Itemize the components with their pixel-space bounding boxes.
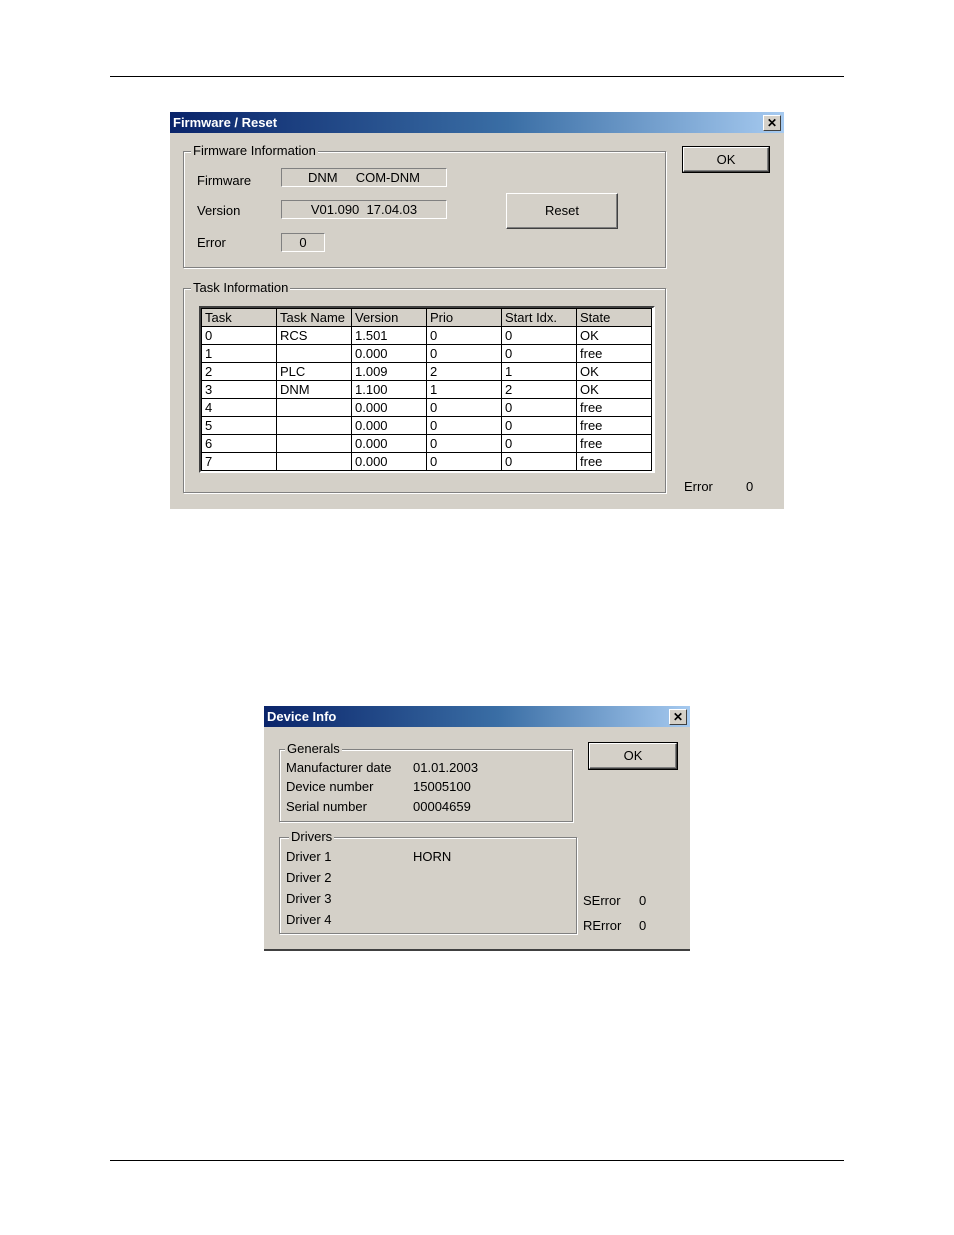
table-cell: 0 xyxy=(427,435,502,453)
dialog-title: Device Info xyxy=(264,706,690,727)
device-info-dialog xyxy=(264,706,690,951)
table-cell: 0 xyxy=(502,435,577,453)
table-row[interactable] xyxy=(202,417,652,435)
generals-group xyxy=(279,741,573,822)
device-number-value: 15005100 xyxy=(413,779,471,794)
status-error-value: 0 xyxy=(746,479,754,494)
table-row[interactable] xyxy=(202,327,652,345)
driver-4-label: Driver 4 xyxy=(286,912,332,927)
footer-rule xyxy=(110,1160,844,1161)
table-cell: 0.000 xyxy=(352,345,427,363)
serror-value: 0 xyxy=(639,893,647,908)
driver-1-value: HORN xyxy=(413,849,452,864)
table-cell: 3 xyxy=(202,381,277,399)
table-cell: free xyxy=(577,399,652,417)
serror-label: SError xyxy=(583,893,621,908)
driver-2-label: Driver 2 xyxy=(286,870,332,885)
manufacturer-date-value: 01.01.2003 xyxy=(413,760,479,775)
device-number-label: Device number xyxy=(286,779,374,794)
header-rule xyxy=(110,76,844,77)
table-cell: free xyxy=(577,417,652,435)
column-header[interactable]: Task Name xyxy=(277,309,352,327)
table-cell: 0 xyxy=(502,399,577,417)
table-cell: 2 xyxy=(202,363,277,381)
table-cell: OK xyxy=(577,327,652,345)
task-information-group xyxy=(183,280,666,493)
table-cell xyxy=(277,435,352,453)
drivers-group xyxy=(279,829,577,934)
table-cell: OK xyxy=(577,381,652,399)
table-row[interactable] xyxy=(202,381,652,399)
close-icon[interactable]: ✕ xyxy=(763,115,781,131)
error-label: Error xyxy=(197,235,226,250)
rerror-value: 0 xyxy=(639,918,647,933)
firmware-reset-dialog xyxy=(170,112,784,509)
table-cell: 0.000 xyxy=(352,435,427,453)
table-row[interactable] xyxy=(202,345,652,363)
reset-button[interactable]: Reset xyxy=(506,193,618,229)
table-cell: 1.501 xyxy=(352,327,427,345)
rerror-label: RError xyxy=(583,918,622,933)
table-cell: 2 xyxy=(427,363,502,381)
group-legend: Task Information xyxy=(193,280,289,295)
column-header[interactable]: Prio xyxy=(427,309,502,327)
table-row[interactable] xyxy=(202,399,652,417)
status-error-label: Error xyxy=(684,479,713,494)
column-header[interactable]: Version xyxy=(352,309,427,327)
table-cell: 0 xyxy=(202,327,277,345)
table-cell: 5 xyxy=(202,417,277,435)
table-cell: 1 xyxy=(502,363,577,381)
dialog-title: Firmware / Reset xyxy=(170,112,784,133)
version-label: Version xyxy=(197,203,241,218)
driver-3-label: Driver 3 xyxy=(286,891,332,906)
driver-1-label: Driver 1 xyxy=(286,849,332,864)
table-cell: 1.100 xyxy=(352,381,427,399)
table-cell xyxy=(277,417,352,435)
table-cell: 0 xyxy=(427,327,502,345)
table-cell: 0.000 xyxy=(352,453,427,471)
column-header[interactable]: State xyxy=(577,309,652,327)
table-cell: 0 xyxy=(502,417,577,435)
table-cell: DNM xyxy=(277,381,352,399)
task-table xyxy=(199,306,655,473)
version-field: V01.090 17.04.03 xyxy=(281,200,447,219)
table-cell: 0 xyxy=(502,345,577,363)
table-cell: 1.009 xyxy=(352,363,427,381)
ok-button[interactable]: OK xyxy=(683,147,769,172)
table-cell: 0.000 xyxy=(352,399,427,417)
group-legend: Firmware Information xyxy=(193,143,316,158)
ok-button[interactable]: OK xyxy=(589,743,677,769)
table-cell: 7 xyxy=(202,453,277,471)
table-cell: OK xyxy=(577,363,652,381)
table-row[interactable] xyxy=(202,363,652,381)
serial-number-value: 00004659 xyxy=(413,799,471,814)
table-row[interactable] xyxy=(202,435,652,453)
table-cell: 0 xyxy=(427,417,502,435)
group-legend: Generals xyxy=(287,741,340,756)
table-cell: free xyxy=(577,435,652,453)
table-cell: 6 xyxy=(202,435,277,453)
serial-number-label: Serial number xyxy=(286,799,367,814)
table-cell xyxy=(277,345,352,363)
table-cell: 1 xyxy=(427,381,502,399)
table-cell xyxy=(277,453,352,471)
column-header[interactable]: Start Idx. xyxy=(502,309,577,327)
firmware-field: DNM COM-DNM xyxy=(281,168,447,187)
table-cell: PLC xyxy=(277,363,352,381)
table-cell: 0.000 xyxy=(352,417,427,435)
table-cell: 0 xyxy=(427,399,502,417)
table-cell: 0 xyxy=(427,453,502,471)
table-row[interactable] xyxy=(202,453,652,471)
table-cell: RCS xyxy=(277,327,352,345)
manufacturer-date-label: Manufacturer date xyxy=(286,760,392,775)
table-cell: 0 xyxy=(502,327,577,345)
table-cell xyxy=(277,399,352,417)
table-cell: 4 xyxy=(202,399,277,417)
firmware-information-group xyxy=(183,143,666,268)
table-cell: 1 xyxy=(202,345,277,363)
table-cell: 0 xyxy=(502,453,577,471)
task-grid xyxy=(201,308,652,471)
table-header-row xyxy=(202,309,652,327)
group-legend: Drivers xyxy=(291,829,333,844)
table-cell: free xyxy=(577,453,652,471)
table-cell: 2 xyxy=(502,381,577,399)
table-cell: 0 xyxy=(427,345,502,363)
firmware-label: Firmware xyxy=(197,173,252,188)
close-icon[interactable]: ✕ xyxy=(669,709,687,725)
table-cell: free xyxy=(577,345,652,363)
column-header[interactable]: Task xyxy=(202,309,277,327)
error-field: 0 xyxy=(281,233,325,252)
